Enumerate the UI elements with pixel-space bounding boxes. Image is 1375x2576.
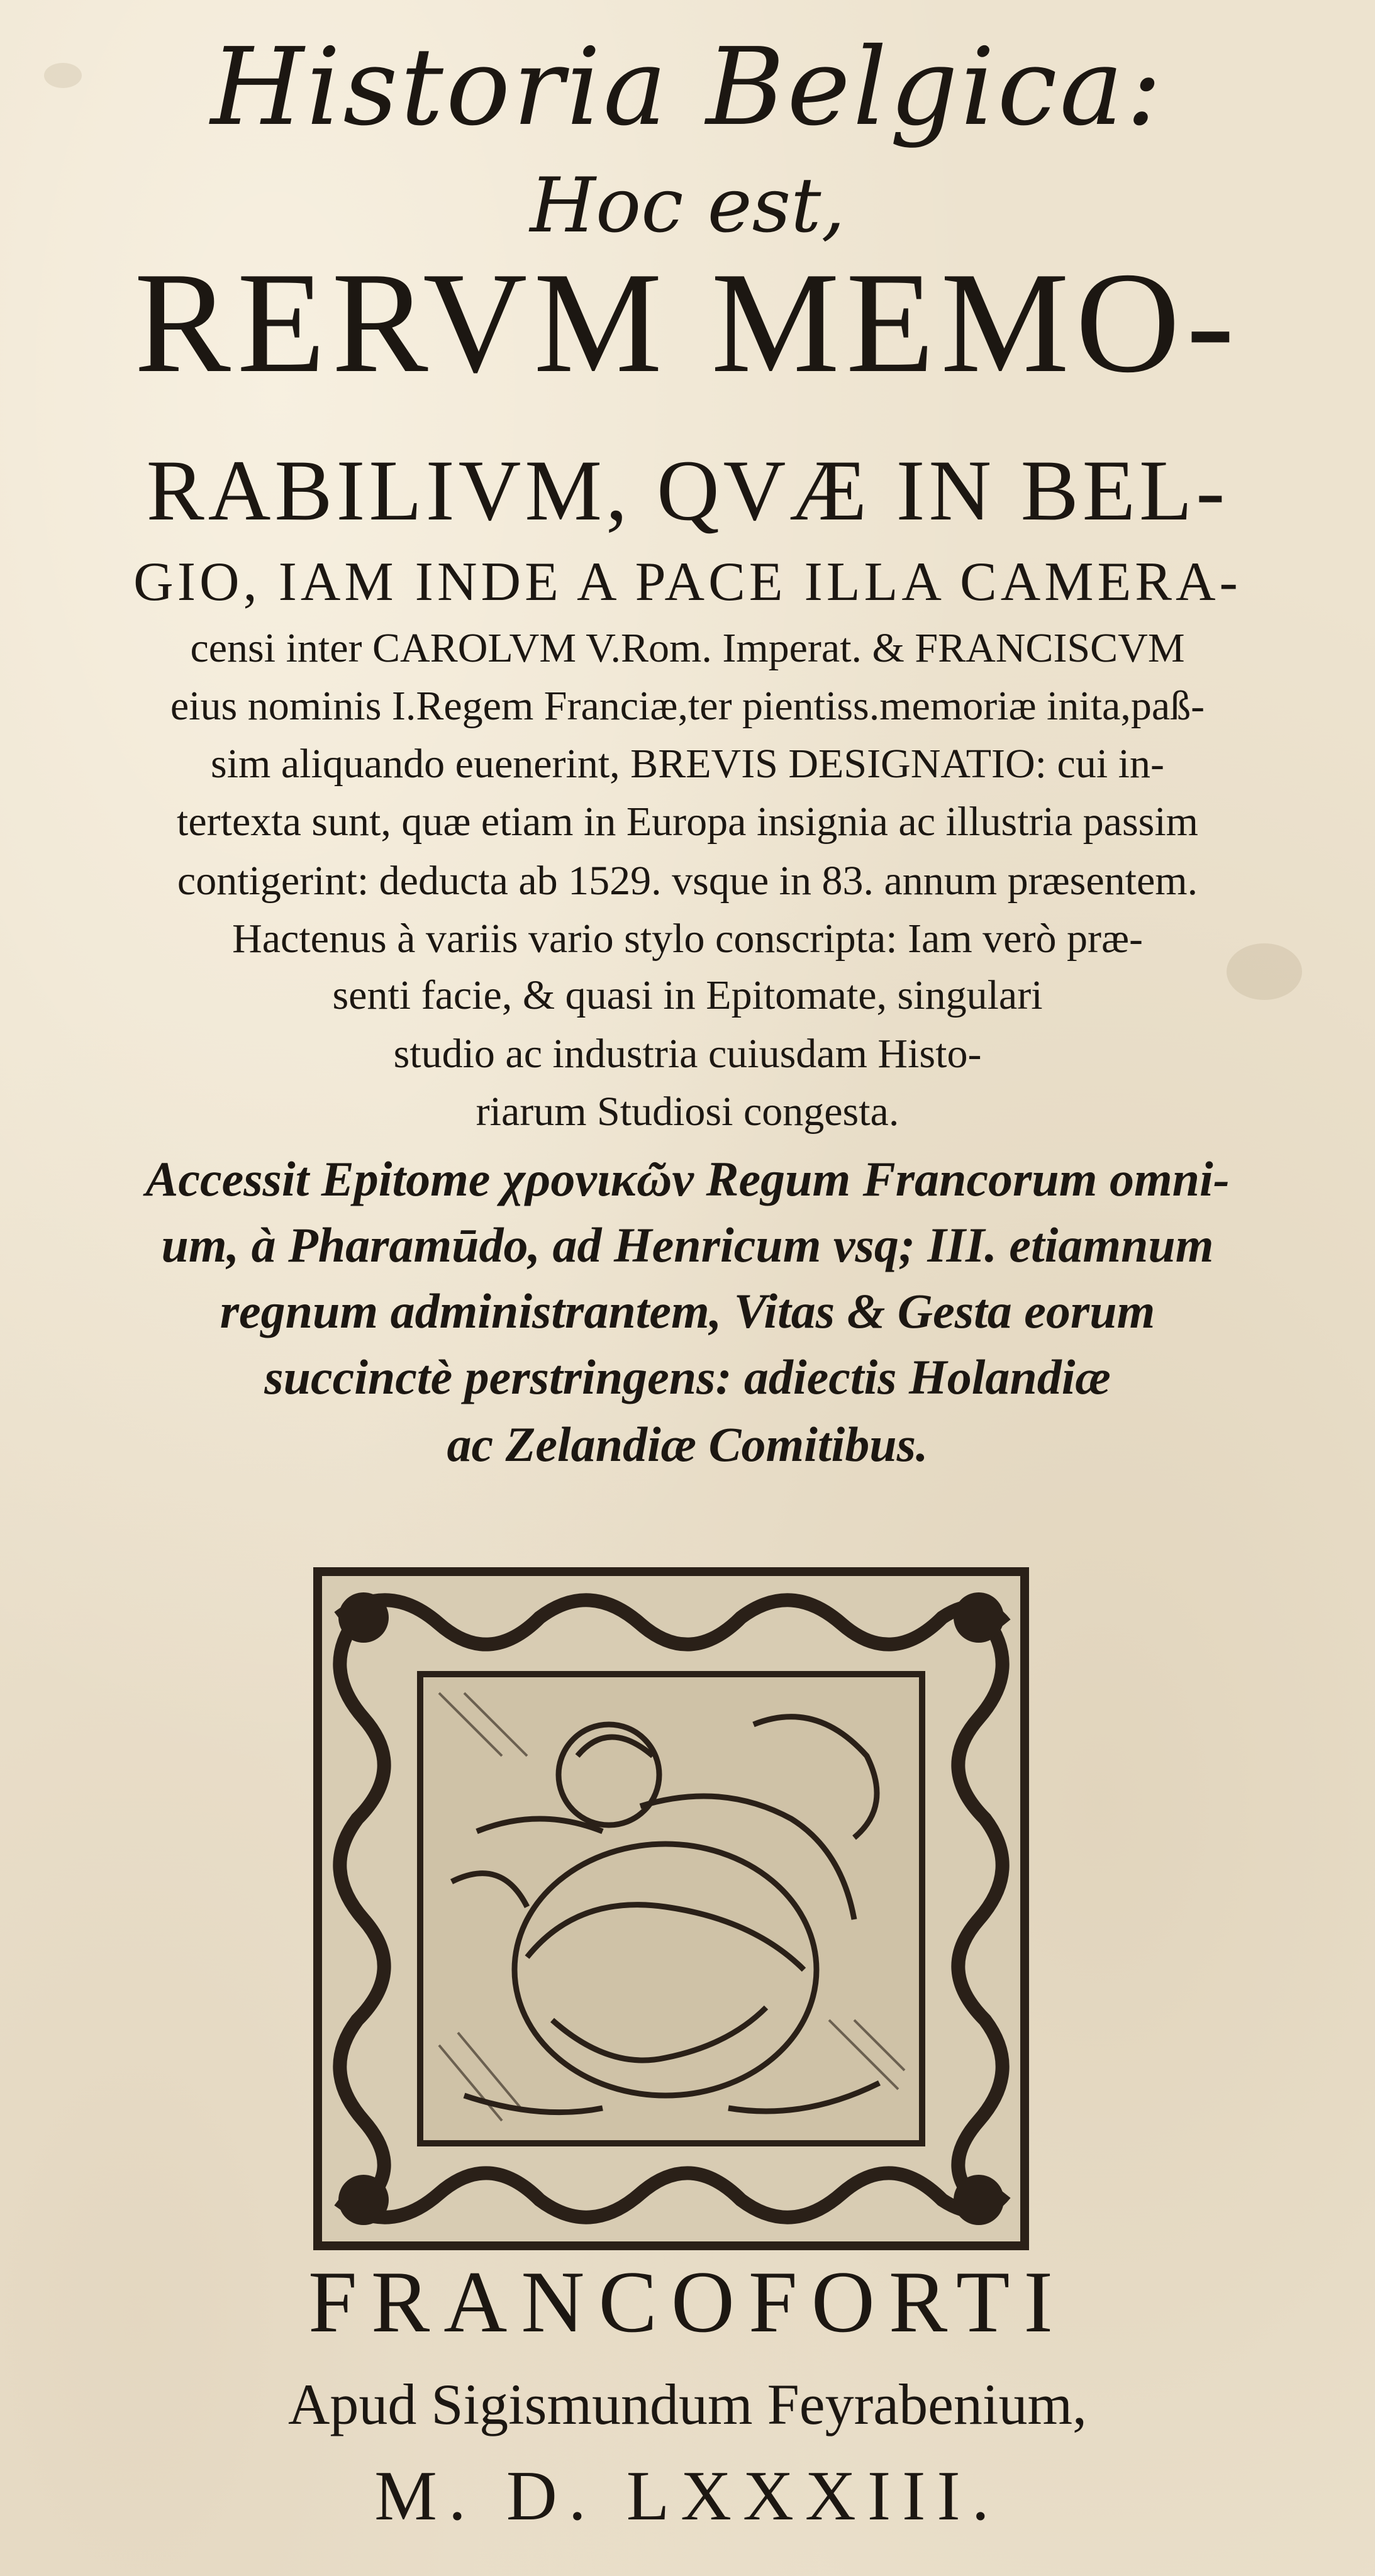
body-line: censi inter CAROLVM V.Rom. Imperat. & FRANCISCVM — [190, 625, 1185, 671]
title-line: Historia Belgica: — [210, 25, 1165, 150]
body-line: contigerint: deducta ab 1529. vsque in 83. annum præsentem. — [177, 858, 1198, 904]
imprint-city: FRANCOFORTI — [308, 2253, 1067, 2351]
italic-line: um, à Pharamūdo, ad Henricum vsq; III. etiamnum — [161, 1218, 1214, 1272]
body-line: studio ac industria cuiusdam Histo- — [393, 1031, 982, 1077]
body-line: Hactenus à variis vario stylo conscripta: Iam verò præ- — [232, 916, 1143, 962]
italic-line: Accessit Epitome χρονικῶν Regum Francorum omni- — [145, 1152, 1230, 1206]
imprint-printer: Apud Sigismundum Feyrabenium, — [287, 2372, 1088, 2436]
printers-device-woodcut — [313, 1567, 1029, 2250]
italic-line: succinctè perstringens: adiectis Holandiæ — [264, 1350, 1111, 1404]
body-line: tertexta sunt, quæ etiam in Europa insignia ac illustria passim — [177, 799, 1198, 845]
italic-line: regnum administrantem, Vitas & Gesta eorum — [220, 1284, 1155, 1338]
title-line: RABILIVM, QVÆ IN BEL- — [146, 442, 1229, 538]
title-line: RERVM MEMO- — [134, 242, 1241, 402]
title-line: Hoc est, — [530, 162, 845, 250]
body-line: eius nominis I.Regem Franciæ,ter pientiss.memoriæ inita,paß- — [170, 683, 1205, 729]
title-line: GIO, IAM INDE A PACE ILLA CAMERA- — [133, 552, 1242, 613]
body-line: senti facie, & quasi in Epitomate, singulari — [332, 972, 1043, 1018]
body-line: riarum Studiosi congesta. — [476, 1089, 899, 1135]
body-line: sim aliquando euenerint, BREVIS DESIGNATIO: cui in- — [211, 741, 1164, 787]
italic-line: ac Zelandiæ Comitibus. — [447, 1417, 928, 1472]
imprint-year: M. D. LXXXIII. — [374, 2457, 1001, 2535]
